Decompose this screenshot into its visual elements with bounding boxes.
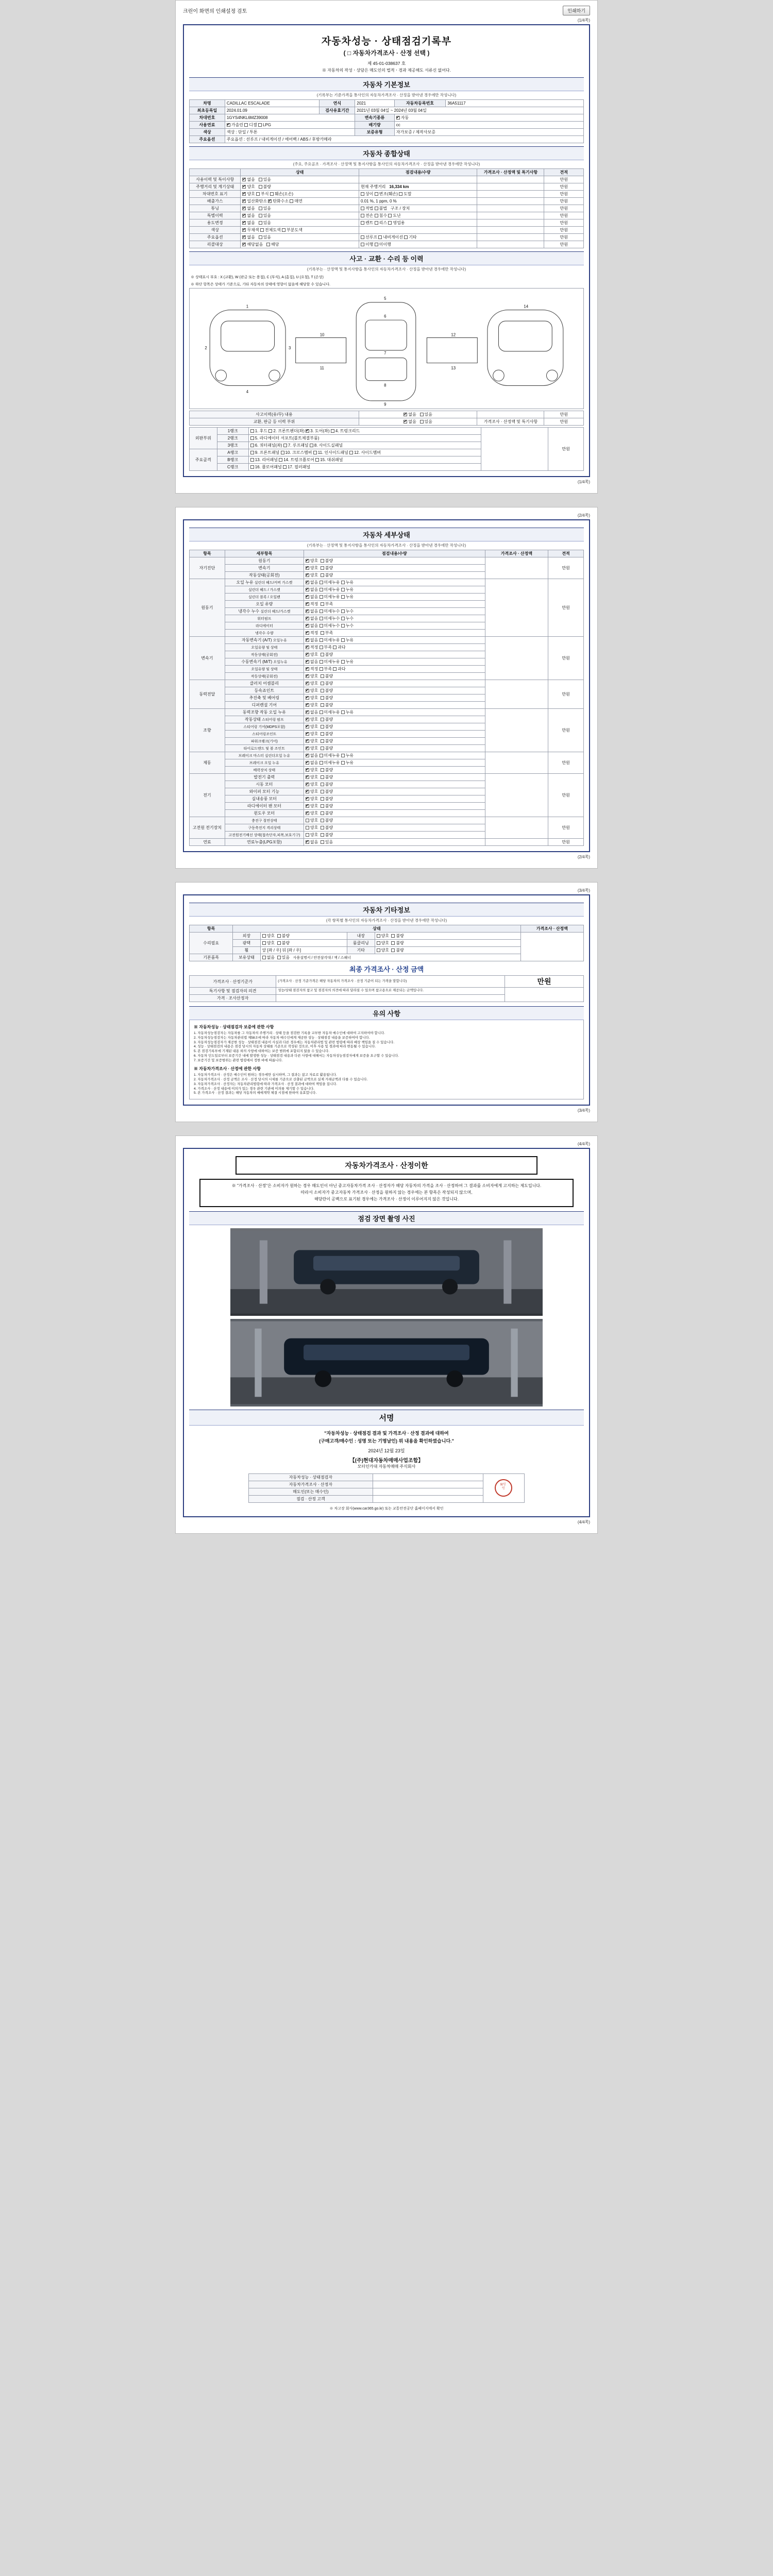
etc-sub-other: 기타 — [347, 947, 375, 954]
detail-state-table: 항목 세부항목 점검내용/수량 가격조사 · 산정액 견적 자기진단 원동기 ✔ 양호 불량 만원 변속기 ✔ 양호 불량 작동상태(공회전) ✔ 양호 불량 원동기 오일 누유 실린더 헤드/커버 가스켓 ✔ 없음 미세누유 누유 만원 실린더 헤드 / 가스켓 ✔ 없음 미세누유 누유 실린더 블록 / 오일팬 ✔ 없음 미세누유 누유 오일 유량 ✔ 적정 부족 냉각수 누수 실린더 헤드/가스켓 ✔ 없음 미세누수 누수 워터펌프 ✔ 없음 미세누수 누수 라디에이터 ✔ 없음 미세누수 누수 냉각수 수량 ✔ 적정 부족 변속기 자동변속기 (A/T) 오일누유 ✔ 없음 미세누유 누유 만원 오일유량 및 상태 ✔ 적정 부족 과다 작동상태(공회전) ✔ 양호 불량 수동변속기 (M/T) 오일누유 ✔ 없음 미세누유 누유 오일유량 및 상태 ✔ 적정 부족 과다 작동상태(공회전) ✔ 양호 불량 동력전달 클러치 어셈블리 ✔ 양호 불량 만원 등속죠인트 ✔ 양호 불량 추진축 및 베어링 ✔ 양호 불량 디퍼렌셜 기어 ✔ 양호 불량 조향 동력조향 작동 오일 누유 ✔ 없음 미세누유 누유 만원 작동상태 스티어링 펌프 ✔ 양호 불량 스티어링 기어(MDPS포함) ✔ 양호 불량 스티어링조인트 ✔ 양호 불량 파워크랭크(기어) ✔ 양호 불량 타이로드엔드 및 볼 조인트 ✔ 양호 불량 제동 브레이크 마스터 실린더오일 누유 ✔ 없음 미세누유 누유 만원 브레이크 오일 누유 ✔ 없음 미세누유 누유 배력장치 상태 ✔ 양호 불량 전기 발전기 출력 ✔ 양호 불량 만원 시동 모터 ✔ 양호 불량 와이퍼 모터 기능 ✔ 양호 불량 실내송풍 모터 ✔ 양호 불량 라디에이터 팬 모터 ✔ 양호 불량 윈도우 모터 ✔ 양호 불량 고전원 전기장치 충전구 절연상태 양호 불량 만원 구동축전지 격리상태 양호 불량 고전원전기배선 상태(접속단자,피복,보호기구) 양호 불량 연료 연료누출(LPG포함) ✔ 없음 있음 만원 — [189, 550, 584, 846]
detail-row-label: 수동변속기 (M/T) 오일누유 — [225, 658, 304, 666]
caution-item: 3. 자동차가격조사 · 산정자는 자동차관리법령에 따라 가격조사 · 산정 결과에 대하여 책임을 집니다. — [194, 1082, 338, 1086]
col-state: 상태 — [241, 169, 359, 176]
detail-group-4: 조향 — [190, 709, 225, 752]
caution-item: 2. 자동차성능점검자는 자동차관리법 제58조에 따라 자동차 매수인에게 제공한 성능 · 상태점검 내용을 보증하여야 합니다. — [194, 1036, 370, 1040]
label-regno: 자동차등록번호 — [394, 100, 445, 107]
svg-text:12: 12 — [451, 332, 456, 337]
svg-text:14: 14 — [524, 304, 529, 309]
section-basic-title: 자동차 기본정보 — [189, 77, 584, 91]
detail-row-label: 실내송풍 모터 — [225, 795, 304, 803]
svg-text:10: 10 — [320, 332, 325, 337]
section-price-title: 최종 가격조사 · 산정 금액 — [349, 965, 424, 973]
detail-row-label: 작동상태(공회전) — [225, 673, 304, 680]
row-label-1: 주행거리 및 계기상태 — [190, 183, 241, 191]
sign-footer-note: ※ 차고장 회사(www.car365.go.kr) 또는 교통안전공단 홈페이지에서 확인 — [329, 1506, 444, 1511]
etc-row-label-repair: 수리필요 — [190, 933, 233, 954]
sign-row-label: 매도인(또는 매수인) — [248, 1488, 373, 1495]
detail-row-label: 작동상태(공회전) — [225, 651, 304, 658]
label-fuel: 사용연료 — [190, 122, 225, 129]
col-price: 가격조사 · 산정액 및 특기사항 — [477, 169, 544, 176]
detail-row-label: 변속기 — [225, 565, 304, 572]
etc-basic-items: 사용설명서 / 안전삼각대 / 잭 / 스패너 — [293, 956, 351, 960]
seal-stamp: 확인 인 — [494, 1478, 513, 1498]
detail-row-label: 냉각수 수량 — [225, 630, 304, 637]
detail-group-3: 동력전달 — [190, 680, 225, 709]
label-vin: 차대번호 — [190, 114, 225, 122]
page-2 — [175, 507, 598, 869]
accident-summary-table: 사고이력(유/무) 내용 ✔ 없음 있음 만원 교환, 판금 등 이력 부위 ✔ 없음 있음 가격조사 · 산정액 및 특기사항 만원 — [189, 411, 584, 426]
label-warranty: 보증유형 — [355, 129, 395, 136]
etc-sub-exterior: 외장 — [233, 933, 261, 940]
detail-row-label: 오일유량 및 상태 — [225, 666, 304, 673]
price-row-label: 특기사항 및 점검자의 의견 — [190, 988, 276, 995]
label-year: 연식 — [320, 100, 355, 107]
detail-row-label: 자동변속기 (A/T) 오일누유 — [225, 637, 304, 644]
caution-head-1: ※ 자동차가격조사 · 산정에 관한 사항 — [194, 1066, 261, 1072]
page-1-body — [183, 24, 590, 477]
car-diagram-svg — [190, 289, 583, 410]
col-amount: 견적 — [544, 169, 584, 176]
accident-parts-label: 교환, 판금 등 이력 부위 — [190, 418, 359, 426]
mileage-value: 16,334 km — [389, 184, 409, 189]
rank-items-1: 1. 후드 2. 프론트펜더(좌) ✔ 3. 도어(좌) 4. 트렁크리드 — [248, 428, 481, 435]
caution-item: 2. 자동차가격조사 · 산정 금액은 조사 · 산정 당시의 시세를 기준으로 산출된 금액으로 실제 거래금액과 다를 수 있습니다. — [194, 1078, 368, 1082]
page-4-footer-number: (4/4쪽) — [577, 1519, 590, 1524]
price-left-label: 가격조사 · 산정기준가 — [190, 976, 276, 988]
sign-row-value[interactable] — [373, 1481, 483, 1488]
detail-col-status: 점검내용/수량 — [304, 550, 485, 557]
page-4-body — [183, 1148, 590, 1517]
page-subtitle: ( □ 자동차가격조사 · 산정 선택 ) — [343, 49, 430, 57]
sign-company: 【(주)현대자동차매매사업조합】 — [349, 1458, 424, 1464]
caution-item: 7. 보증기간 및 보증범위는 관련 법령에서 정한 바에 따릅니다. — [194, 1058, 283, 1062]
section-total-sub: (주요, 주요골조 · 가격조사 · 산정액 및 통지사항을 통사인의 자동차가격조사 · 산정을 받아낸 경우에만 작성니다) — [293, 162, 480, 166]
sign-row-value[interactable] — [373, 1495, 483, 1502]
page-3 — [175, 882, 598, 1122]
detail-row-label: 디퍼렌셜 기어 — [225, 702, 304, 709]
page-1-footer-number: (1/4쪽) — [577, 480, 590, 484]
row-label-3: 배출가스 — [190, 198, 241, 205]
page-4-number: (4/4쪽) — [577, 1142, 590, 1147]
etc-sub-cleaning: 룸클리닝 — [347, 940, 375, 947]
price-note-body: 성능/상태 점검자의 참고 및 점검자의 의견에 따라 달라질 수 있으며 참고용으로 제공되는 금액입니다. — [276, 988, 505, 995]
section-sign-title: 서명 — [189, 1410, 584, 1426]
svg-text:5: 5 — [384, 296, 386, 301]
page-1 — [175, 0, 598, 494]
value-year: 2021 — [355, 100, 395, 107]
rank-level-c: C랭크 — [217, 464, 248, 471]
detail-row-label: 스티어링조인트 — [225, 731, 304, 738]
svg-text:8: 8 — [384, 383, 386, 388]
caution-body — [189, 1020, 584, 1099]
svg-text:13: 13 — [451, 366, 456, 371]
value-inspect: 2021년 03월 04일 ~ 2024년 03월 04일 — [355, 107, 584, 114]
col-inspect: 점검내용/수량 — [359, 169, 477, 176]
detail-row-label: 윈도우 모터 — [225, 810, 304, 817]
detail-row-label: 파워크랭크(기어) — [225, 738, 304, 745]
etc-col-item: 항목 — [190, 925, 233, 933]
row-label-0: 사용이력 및 특이사항 — [190, 176, 241, 183]
document-number: 제 45-01-038637 호 — [367, 61, 406, 66]
detail-row-label: 브레이크 오일 누유 — [225, 759, 304, 767]
caution-item: 4. 가격조사 · 산정 내용에 이의가 있는 경우 관련 기관에 이의를 제기할 수 있습니다. — [194, 1087, 314, 1091]
detail-row-label: 등속죠인트 — [225, 687, 304, 694]
detail-row-label: 시동 모터 — [225, 781, 304, 788]
section-etc-title: 자동차 기타정보 — [189, 903, 584, 917]
etc-sub-interior: 내장 — [347, 933, 375, 940]
detail-row-label: 작동상태(공회전) — [225, 572, 304, 579]
detail-row-label: 냉각수 누수 실린더 헤드/가스켓 — [225, 608, 304, 615]
detail-row-label: 동력조향 작동 오일 누유 — [225, 709, 304, 716]
signature-table — [248, 1473, 525, 1503]
detail-row-label: 스티어링 기어(MDPS포함) — [225, 723, 304, 731]
caution-item: 3. 자동차성능점검자가 제공한 성능 · 상태점검 내용이 사실과 다른 경우에는 자동차관리법 및 관련 법령에 따라 배상 책임을 질 수 있습니다. — [194, 1040, 395, 1044]
value-regno: 36A51117 — [446, 100, 584, 107]
detail-group-5: 제동 — [190, 752, 225, 774]
rank-label-outer: 외판부위 — [190, 428, 217, 449]
section-total-title: 자동차 종합상태 — [189, 146, 584, 160]
caution-item: 1. 자동차성능점검자는 자동차를 그 자동차의 주행거리 · 상태 등을 점검한 기록을 교부한 자동차 매수인에 대하여 고지하여야 합니다. — [194, 1031, 385, 1035]
price-warn-title: 자동차가격조사 · 산정이한 — [236, 1156, 537, 1175]
row-label-6: 용도변경 — [190, 219, 241, 227]
page-title: 자동차성능 · 상태점검기록부 — [321, 36, 452, 47]
etc-sub-wheel: 휠 — [233, 947, 261, 954]
detail-group-1: 원동기 — [190, 579, 225, 637]
print-button[interactable]: 인쇄하기 — [563, 6, 590, 15]
detail-row-label: 배력장치 상태 — [225, 767, 304, 774]
etc-col-note: 가격조사 · 산정액 — [520, 925, 583, 933]
svg-text:11: 11 — [320, 366, 324, 371]
label-inspect: 검사유효기간 — [320, 107, 355, 114]
rank-items-b: 13. 리어패널 14. 트렁크플로어 15. 대쉬패널 — [248, 456, 481, 464]
detail-row-label: 워터펌프 — [225, 615, 304, 622]
detail-row-label: 고전원전기배선 상태(접속단자,피복,보호기구) — [225, 832, 304, 839]
detail-row-label: 구동축전지 격리상태 — [225, 824, 304, 832]
rank-level-3: 3랭크 — [217, 442, 248, 449]
svg-text:1: 1 — [246, 304, 249, 309]
rank-level-b: B랭크 — [217, 456, 248, 464]
value-carname: CADILLAC ESCALADE — [225, 100, 320, 107]
sign-row-label: 자동차성능 · 상태점검자 — [248, 1473, 373, 1481]
row-label-7: 색상 — [190, 227, 241, 234]
detail-row-label: 작동상태 스티어링 펌프 — [225, 716, 304, 723]
sign-row-label: 자동차가격조사 · 산정자 — [248, 1481, 373, 1488]
detail-row-label: 실린더 블록 / 오일팬 — [225, 594, 304, 601]
print-warning: 크린이 화면의 인쇄설정 검토 — [183, 9, 247, 14]
rank-items-c: 16. 플로어패널 17. 필러패널 — [248, 464, 481, 471]
etc-table: 항목 상태 가격조사 · 산정액 수리필요 외장 양호 불량 내장 양호 불량 광택 양호 불량 룸클리닝 양호 불량 휠 앞 [좌 / 우] 뒤 [좌 / 우] 기타 양호 불량 기본품목 보유상태 없음 있음 사용설명서 / 안전삼각대 / 잭 / 스패너 — [189, 925, 584, 961]
caution-head-0: ※ 자동차성능 · 상태점검자 보증에 관한 사항 — [194, 1025, 274, 1029]
row-label-5: 특별이력 — [190, 212, 241, 219]
label-displacement: 배기량 — [355, 122, 395, 129]
caution-item: 6. 자동차 인도일로부터 보증기간 내에 발생한 성능 · 상태점검 내용과 다른 사항에 대해서는 자동차성능점검자에게 보증을 요구할 수 있습니다. — [194, 1054, 399, 1058]
price-warn-box — [199, 1179, 574, 1207]
page-2-body — [183, 519, 590, 852]
detail-row-label: 원동기 — [225, 557, 304, 565]
detail-row-label: 라디에이터 팬 모터 — [225, 803, 304, 810]
section-caution-title: 유의 사항 — [189, 1006, 584, 1020]
detail-group-0: 자기진단 — [190, 557, 225, 579]
caution-item: 1. 자동차가격조사 · 산정은 매수인이 원하는 경우에만 실시하며, 그 결과는 참고 자료로 활용됩니다. — [194, 1073, 337, 1077]
etc-sub-polish: 광택 — [233, 940, 261, 947]
svg-text:7: 7 — [384, 350, 386, 355]
label-firstreg: 최초등록일 — [190, 107, 225, 114]
sign-statement-2: (구매고객/매수인 : 성명 또는 기명날인) 위 내용을 확인하였습니다." — [319, 1438, 454, 1444]
sign-row-value[interactable] — [373, 1473, 483, 1481]
svg-text:3: 3 — [288, 345, 291, 350]
detail-row-label: 오일 누유 실린더 헤드/커버 가스켓 — [225, 579, 304, 586]
detail-row-label: 타이로드엔드 및 볼 조인트 — [225, 745, 304, 752]
row-label-9: 리콜대상 — [190, 241, 241, 248]
price-table — [189, 975, 584, 1002]
caution-item: 4. 성능 · 상태점검의 내용은 점검 당시의 자동차 상태를 기준으로 작성된 것으로, 이후 사용 및 경과에 따라 변동될 수 있습니다. — [194, 1045, 376, 1049]
row-label-4: 튜닝 — [190, 205, 241, 212]
detail-row-label: 브레이크 마스터 실린더오일 누유 — [225, 752, 304, 759]
photo-list — [189, 1225, 584, 1410]
rank-level-1: 1랭크 — [217, 428, 248, 435]
page-3-footer-number: (3/4쪽) — [577, 1108, 590, 1113]
value-vin: 1GYS4NKL6MZ39008 — [225, 114, 355, 122]
detail-col-note: 가격조사 · 산정액 — [485, 550, 548, 557]
label-options: 주요옵션 — [190, 136, 225, 143]
section-detail-sub: (기록부는 · 산정액 및 통지사항을 통사인의 자동차가격조사 · 산정을 받아낸 경우에만 작성니다) — [307, 543, 466, 548]
document-note: ※ 자동차의 작성ㆍ상담은 매도인의 법적ㆍ경과 제공해도 서류신 없어다. — [322, 68, 451, 73]
detail-group-8: 연료 — [190, 839, 225, 846]
detail-col-item: 항목 — [190, 550, 225, 557]
value-firstreg: 2024.01.09 — [225, 107, 320, 114]
price-warn-line-2: 따라서 소비자가 중고자동차 가격조사 · 산정을 원하지 않는 경우에는 본 항목은 작성되지 않으며, — [300, 1190, 473, 1195]
rank-items-3: 6. 쿼터패널(좌) 7. 루프패널 8. 사이드실패널 — [248, 442, 481, 449]
accident-history-label: 사고이력(유/무) 내용 — [190, 411, 359, 418]
page-2-footer-number: (2/4쪽) — [577, 855, 590, 859]
detail-row-label: 실린더 헤드 / 가스켓 — [225, 586, 304, 594]
value-displacement: cc — [394, 122, 583, 129]
emission-value: 0.01 %, 1 ppm, 0 % — [359, 198, 477, 205]
accident-rank-table: 외판부위 1랭크 1. 후드 2. 프론트펜더(좌) ✔ 3. 도어(좌) 4. 트렁크리드 만원 2랭크 5. 라디에이터 서포트(볼트체결부품) 3랭크 6. 쿼터패널(좌) 7. 루프패널 8. 사이드실패널 주요골격 A랭크 9. 프론트패널 10. 크로스멤버 11. 인사이드패널 12. 사이드멤버 B랭크 13. 리어패널 14. 트렁크플로어 15. 대쉬패널 C랭크 16. 플로어패널 17. 필러패널 — [189, 427, 584, 471]
page-3-number: (3/4쪽) — [577, 888, 590, 893]
etc-col-detail: 상태 — [233, 925, 520, 933]
price-sub-label: 가격 · 조사산정자 — [190, 995, 276, 1002]
total-state-table: 상태 점검내용/수량 가격조사 · 산정액 및 특기사항 견적 사용이력 및 특이사항 ✔ 없음 있음 만원 주행거리 및 계기상태 ✔ 양호 불량 현재 주행거리 16,334 km 만원 차대번호 표기 ✔ 양호 부식 훼손(오손) 상이 변조(훼손) 도말 만원 배출가스 ✔ 일산화탄소 ✔ 탄화수소 매연 0.01 %, 1 ppm, 0 % 만원 튜닝 ✔ 없음 있음 적법 불법 구조 / 장치 만원 특별이력 ✔ 없음 있음 전손 침수 도난 만원 용도변경 ✔ 없음 있음 렌트 리스 영업용 만원 색상 ✔ 무채색 전체도색 부분도색 만원 주요옵션 ✔ 없음 있음 선루프 내비게이션 기타 만원 리콜대상 ✔ 해당없음 해당 이행 미이행 만원 — [189, 168, 584, 248]
section-etc-sub: (각 항목별 통사인의 자동차가격조사 · 산정을 받아낸 경우에만 작성니다) — [326, 918, 447, 923]
page-2-number: (2/4쪽) — [577, 513, 590, 518]
detail-row-label: 오일유량 및 상태 — [225, 644, 304, 651]
page-3-body — [183, 894, 590, 1106]
detail-col-amount: 견적 — [548, 550, 584, 557]
caution-item: 5. 본 점검기록부에 기재된 내용 외의 사항에 대하여는 보증 범위에 포함되지 않을 수 있습니다. — [194, 1049, 330, 1054]
detail-row-label: 와이퍼 모터 기능 — [225, 788, 304, 795]
accident-note-2: ※ 하단 항목은 상태가 기준으로, 기타 자동차의 상태에 영향이 없음에 해당할 수 있습니다. — [191, 283, 330, 286]
detail-row-label: 클러치 어셈블리 — [225, 680, 304, 687]
detail-row-label: 오일 유량 — [225, 601, 304, 608]
price-warn-line-3: 해당란이 공백으로 표기된 경우에는 가격조사 · 산정이 이루어지지 않은 것입니다. — [314, 1196, 459, 1201]
svg-text:9: 9 — [384, 402, 386, 407]
value-warranty: 자가보증 / 제작사보증 — [394, 129, 583, 136]
value-color: 색상 : 단일 / 투톤 — [225, 129, 355, 136]
detail-row-label: 충전구 절연상태 — [225, 817, 304, 824]
car-damage-diagram — [189, 288, 584, 409]
accident-price-col: 가격조사 · 산정액 및 특기사항 — [477, 418, 544, 426]
svg-text:2: 2 — [205, 345, 207, 350]
section-detail-title: 자동차 세부상태 — [189, 528, 584, 541]
rank-items-2: 5. 라디에이터 서포트(볼트체결부품) — [248, 435, 481, 442]
label-color: 색상 — [190, 129, 225, 136]
detail-row-label: 추진축 및 베어링 — [225, 694, 304, 702]
detail-group-7: 고전원 전기장치 — [190, 817, 225, 839]
detail-group-2: 변속기 — [190, 637, 225, 680]
basic-info-table — [189, 99, 584, 143]
svg-text:6: 6 — [384, 314, 386, 319]
price-warn-line-1: ※ "가격조사 · 산정"은 소비자가 원하는 경우 매도인이 아닌 중고자동차가격 조사 · 산정자가 해당 자동차의 가격을 조사 · 산정하여 그 결과를 소비자에게 고지하는 제도입니다. — [231, 1183, 542, 1189]
caution-item: 5. 본 가격조사 · 산정 결과는 해당 자동차의 매매계약 체결 시점에 한하여 유효합니다. — [194, 1091, 317, 1095]
sign-row-label: 점검 · 산정 고객 — [248, 1495, 373, 1502]
detail-col-detail: 세부항목 — [225, 550, 304, 557]
row-label-8: 주요옵션 — [190, 234, 241, 241]
sign-address: 모터인카대 자동차매매 주식회사 — [357, 1464, 416, 1469]
etc-sub-holding: 보유상태 — [233, 954, 261, 961]
section-basic-sub: (기록부는 기준가격을 통사인의 자동차가격조사 · 산정을 받아낸 경우에만 작성니다) — [316, 93, 457, 97]
page-1-number: (1/4쪽) — [577, 18, 590, 23]
label-trans: 변속기종류 — [355, 114, 395, 122]
svg-text:4: 4 — [246, 389, 249, 395]
sign-date: 2024년 12월 23일 — [368, 1448, 405, 1453]
detail-row-label: 발전기 출력 — [225, 774, 304, 781]
rank-items-a: 9. 프론트패널 10. 크로스멤버 11. 인사이드패널 12. 사이드멤버 — [248, 449, 481, 456]
section-accident-title: 사고 · 교환 · 수리 등 이력 — [189, 251, 584, 265]
value-options: 주요옵션 : 선루프 / 내비게이션 / 에어백 / ABS / 후방카메라 — [225, 136, 583, 143]
page-1-topbar — [183, 6, 590, 15]
label-carname: 차명 — [190, 100, 225, 107]
page-4 — [175, 1136, 598, 1533]
sign-statement-1: "자동차성능 · 상태점검 결과 및 가격조사 · 산정 결과에 대하여 — [324, 1430, 449, 1436]
rank-level-a: A랭크 — [217, 449, 248, 456]
inspection-photo-1 — [230, 1228, 543, 1316]
detail-row-label: 라디에이터 — [225, 622, 304, 630]
row-label-2: 차대번호 표기 — [190, 191, 241, 198]
rank-label-frame: 주요골격 — [190, 449, 217, 471]
accident-note-1: ※ 상태표시 부호 : X (교환), W (판금 또는 용접), C (부식), A (흠집), U (요철), T (손상) — [191, 276, 324, 279]
detail-group-6: 전기 — [190, 774, 225, 817]
sign-row-value[interactable] — [373, 1488, 483, 1495]
section-accident-sub: (기록부는 · 산정액 및 통지사항을 통사인의 자동차가격조사 · 산정을 받아낸 경우에만 작성니다) — [307, 267, 466, 272]
price-note-head: (가격조사 · 산정 기준가격은 해당 자동차의 가격조사 · 산정 기준이 되는 가격을 말합니다) — [276, 976, 505, 988]
photo-1-scene — [230, 1228, 543, 1316]
price-final-value: 만원 — [505, 976, 583, 988]
detail-row-label: 연료누출(LPG포함) — [225, 839, 304, 846]
photo-2-scene — [230, 1319, 543, 1406]
etc-row-label-basic: 기본품목 — [190, 954, 233, 961]
value-fuel: ✔ 가솔린 디젤 LPG — [225, 122, 355, 129]
rank-level-2: 2랭크 — [217, 435, 248, 442]
value-trans: ✔ 자동 — [394, 114, 583, 122]
etc-wheel-positions: 앞 [좌 / 우] 뒤 [좌 / 우] — [260, 947, 347, 954]
section-photo-title: 점검 장면 촬영 사진 — [189, 1211, 584, 1225]
inspection-photo-2 — [230, 1319, 543, 1406]
